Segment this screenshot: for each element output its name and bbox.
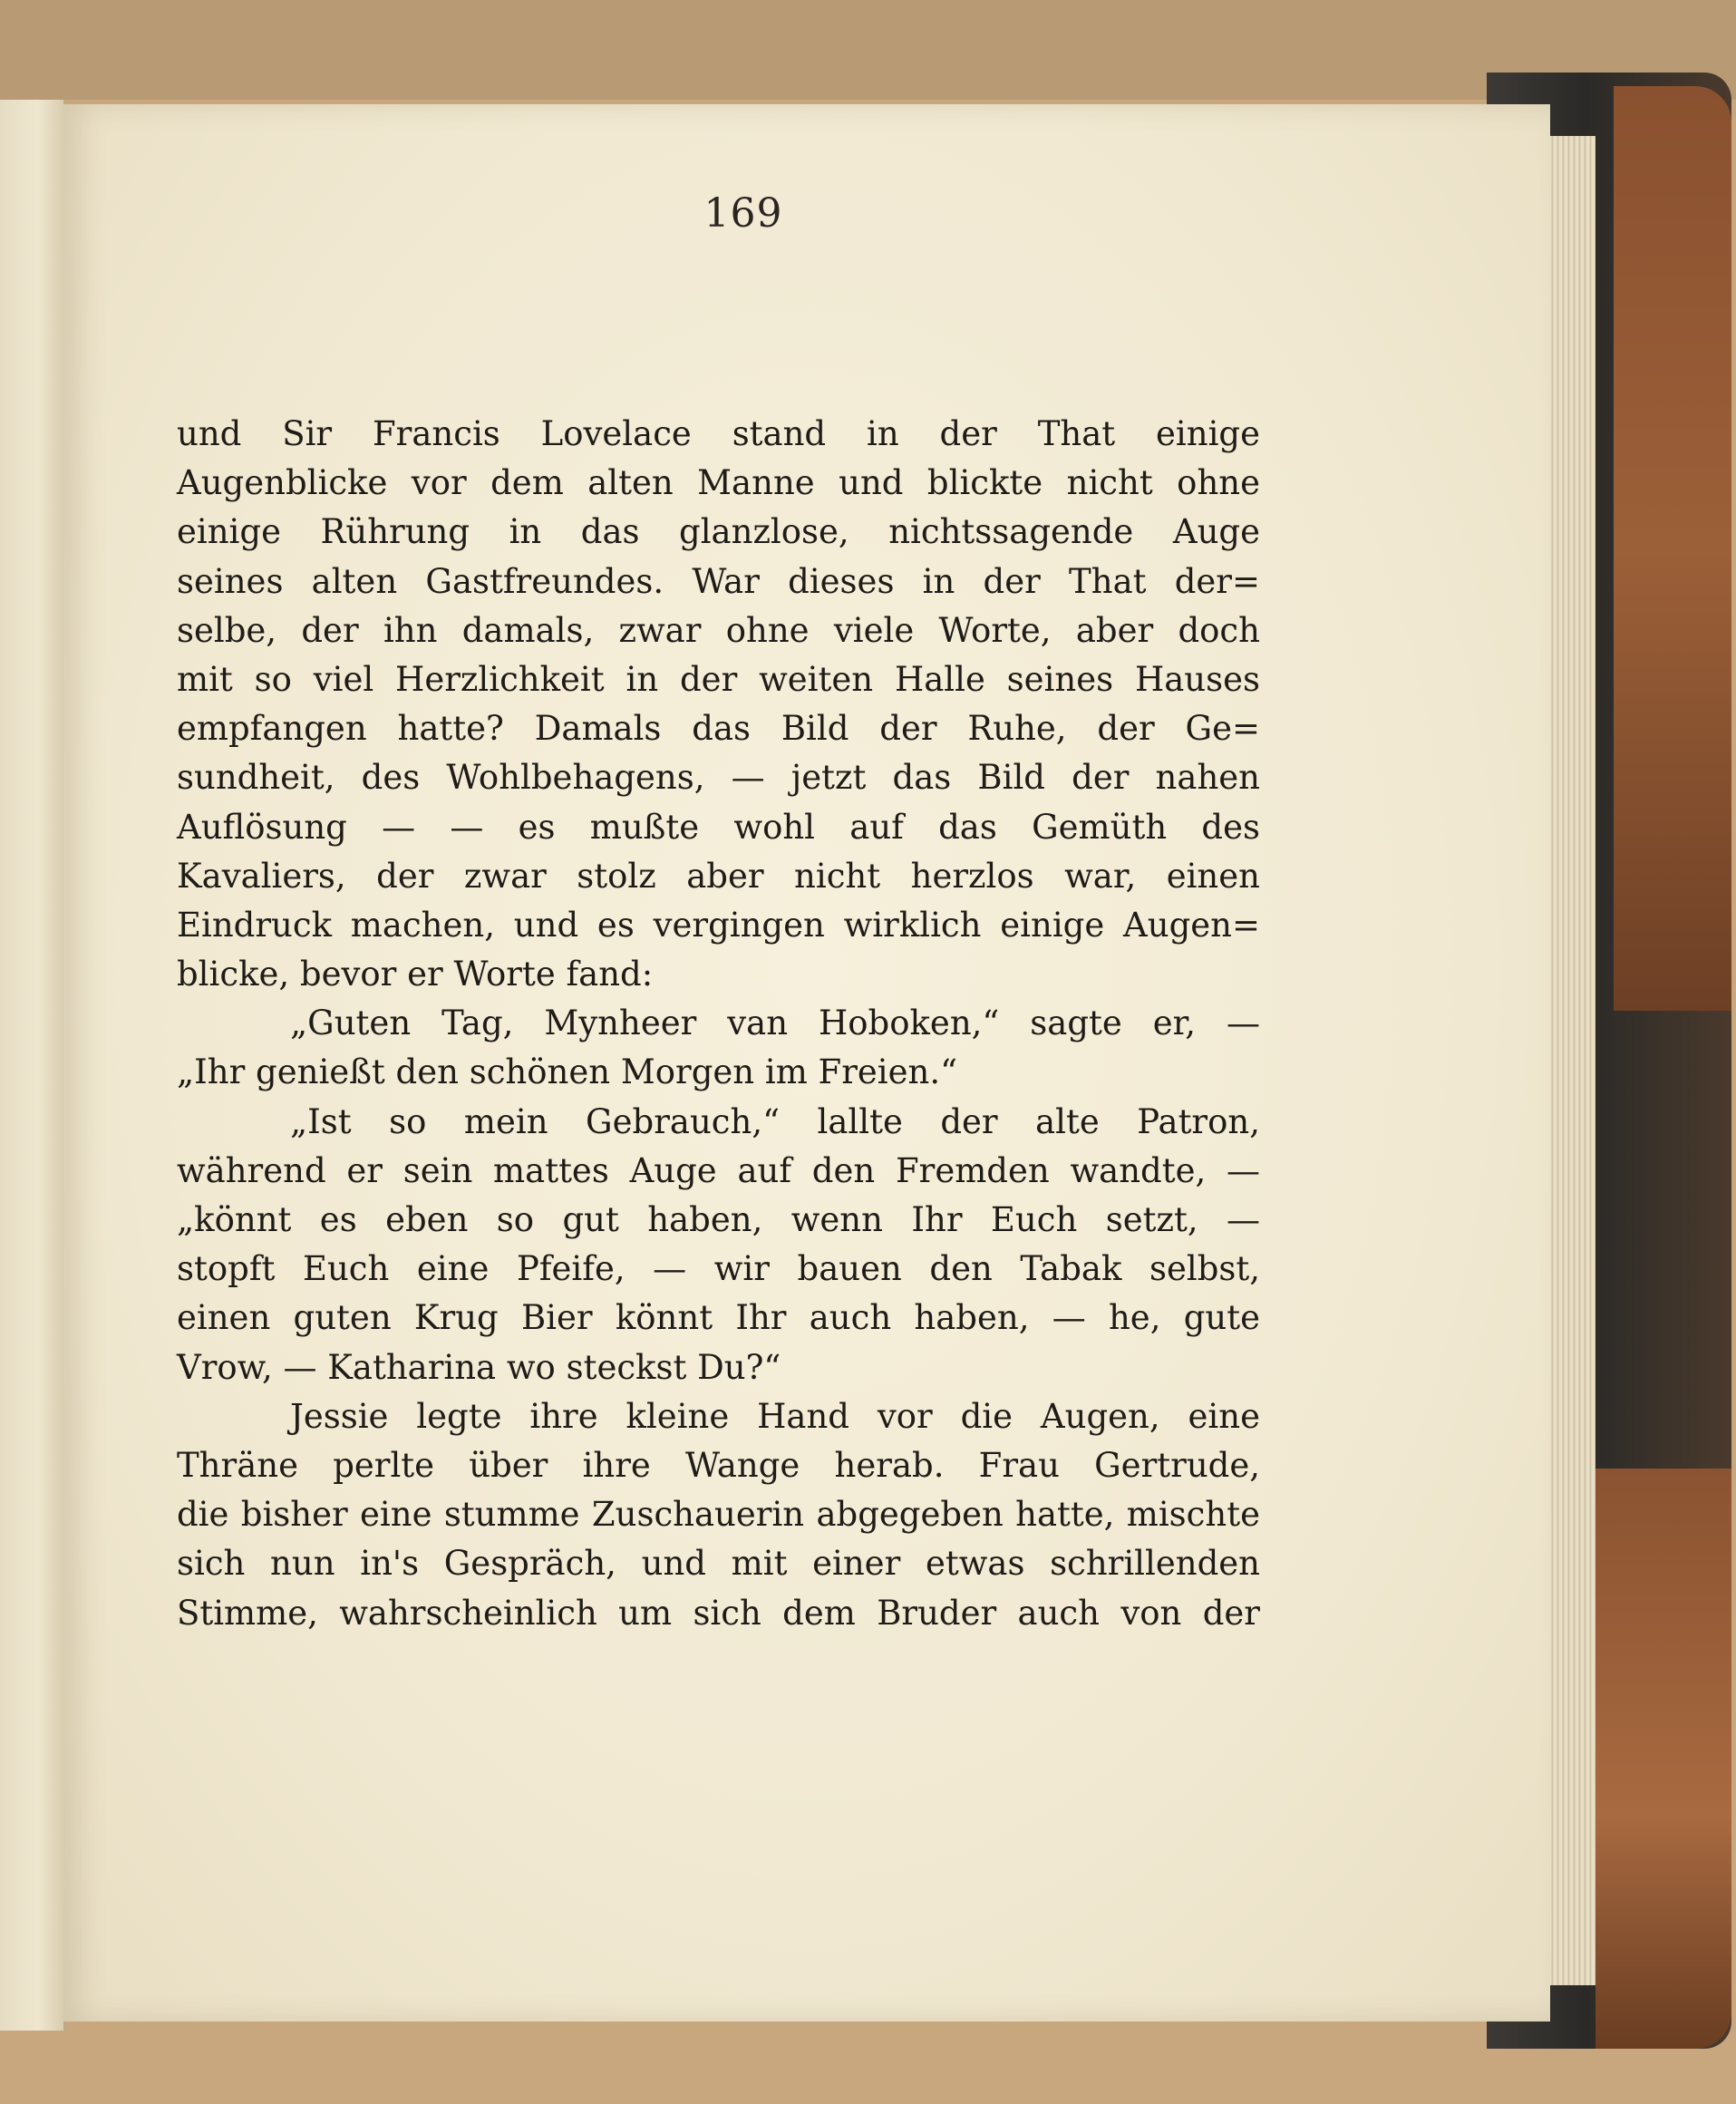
text-line: Kavaliers, der zwar stolz aber nicht herzlos war, einen bbox=[177, 856, 1260, 896]
text-line: „Ist so mein Gebrauch,“ lallte der alte Patron, bbox=[290, 1101, 1260, 1141]
text-line: Eindruck machen, und es vergingen wirklich einige Augen= bbox=[177, 905, 1260, 945]
text-line: und Sir Francis Lovelace stand in der That einige bbox=[177, 414, 1260, 453]
page-text bbox=[177, 410, 1260, 1638]
text-line: blicke, bevor er Worte fand: bbox=[177, 955, 654, 994]
text-line: „könnt es eben so gut haben, wenn Ihr Euch setzt, — bbox=[177, 1200, 1260, 1239]
text-line: sich nun in's Gespräch, und mit einer etwas schrillenden bbox=[177, 1544, 1260, 1584]
cover-leather-corner-bottom bbox=[1595, 1469, 1731, 2049]
text-line: „Ihr genießt den schönen Morgen im Freien.“ bbox=[177, 1052, 958, 1092]
text-line: sundheit, des Wohlbehagens, — jetzt das Bild der nahen bbox=[177, 758, 1260, 798]
text-line: Jessie legte ihre kleine Hand vor die Augen, eine bbox=[290, 1396, 1260, 1436]
text-line: stopft Euch eine Pfeife, — wir bauen den Tabak selbst, bbox=[177, 1249, 1260, 1289]
text-line: einen guten Krug Bier könnt Ihr auch haben, — he, gute bbox=[177, 1298, 1260, 1338]
background bbox=[0, 0, 1736, 100]
text-line: „Guten Tag, Mynheer van Hoboken,“ sagte er, — bbox=[290, 1004, 1260, 1043]
previous-page-edge bbox=[0, 100, 65, 2031]
text-line: während er sein mattes Auge auf den Fremden wandte, — bbox=[177, 1150, 1260, 1190]
text-line: Thräne perlte über ihre Wange herab. Frau Gertrude, bbox=[177, 1445, 1260, 1485]
text-line: die bisher eine stumme Zuschauerin abgegeben hatte, mischte bbox=[177, 1495, 1260, 1535]
text-line: selbe, der ihn damals, zwar ohne viele Worte, aber doch bbox=[177, 610, 1260, 650]
text-line: Stimme, wahrscheinlich um sich dem Bruder auch von der bbox=[177, 1593, 1260, 1633]
text-line: Augenblicke vor dem alten Manne und blickte nicht ohne bbox=[177, 463, 1260, 503]
text-line: Auflösung — — es mußte wohl auf das Gemüth des bbox=[177, 807, 1260, 847]
text-line: mit so viel Herzlichkeit in der weiten Halle seines Hauses bbox=[177, 659, 1260, 699]
text-line: empfangen hatte? Damals das Bild der Ruhe, der Ge= bbox=[177, 709, 1260, 749]
text-line: seines alten Gastfreundes. War dieses in der That der= bbox=[177, 561, 1260, 601]
page-number: 169 bbox=[703, 190, 783, 237]
text-line: einige Rührung in das glanzlose, nichtssagende Auge bbox=[177, 512, 1260, 552]
text-line: Vrow, — Katharina wo steckst Du?“ bbox=[177, 1347, 781, 1387]
cover-leather-corner-top bbox=[1614, 86, 1731, 1011]
